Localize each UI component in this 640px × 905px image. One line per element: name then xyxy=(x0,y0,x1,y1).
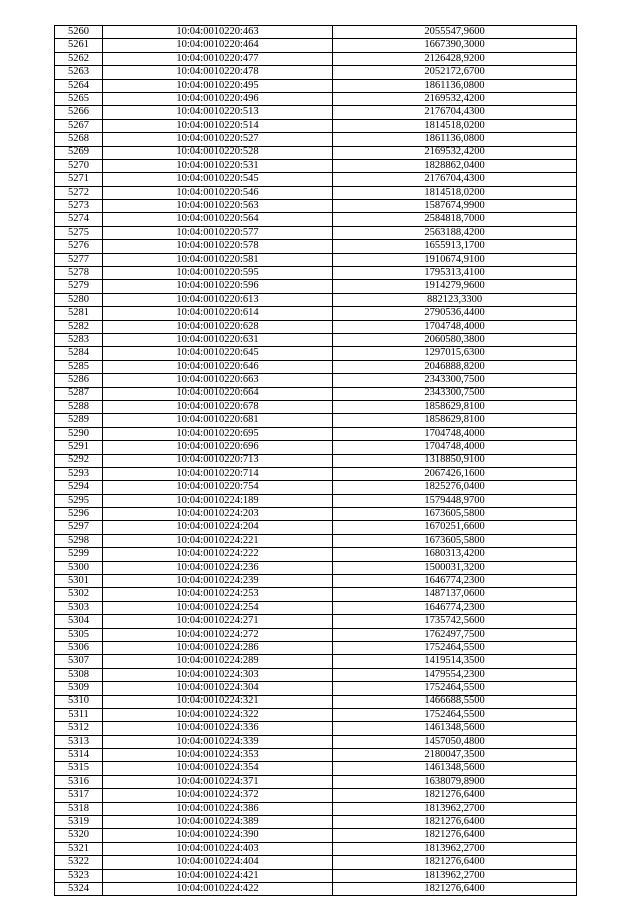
cadastral-value-cell: 2343300,7500 xyxy=(333,374,577,387)
cadastral-value-cell: 1680313,4200 xyxy=(333,548,577,561)
row-number-cell: 5271 xyxy=(55,173,103,186)
row-number-cell: 5305 xyxy=(55,628,103,641)
row-number-cell: 5311 xyxy=(55,708,103,721)
cadastral-value-cell: 1673605,5800 xyxy=(333,534,577,547)
cadastral-value-cell: 1828862,0400 xyxy=(333,159,577,172)
cadastral-number-cell: 10:04:0010220:754 xyxy=(103,481,333,494)
row-number-cell: 5277 xyxy=(55,253,103,266)
row-number-cell: 5288 xyxy=(55,400,103,413)
row-number-cell: 5285 xyxy=(55,360,103,373)
row-number-cell: 5281 xyxy=(55,307,103,320)
table-row xyxy=(55,708,577,721)
row-number-cell: 5261 xyxy=(55,39,103,52)
cadastral-value-cell: 1667390,3000 xyxy=(333,39,577,52)
table-row xyxy=(55,374,577,387)
cadastral-number-cell: 10:04:0010220:695 xyxy=(103,427,333,440)
cadastral-number-cell: 10:04:0010224:272 xyxy=(103,628,333,641)
cadastral-value-table xyxy=(54,25,577,896)
cadastral-number-cell: 10:04:0010224:221 xyxy=(103,534,333,547)
row-number-cell: 5287 xyxy=(55,387,103,400)
row-number-cell: 5307 xyxy=(55,655,103,668)
cadastral-number-cell: 10:04:0010224:353 xyxy=(103,749,333,762)
cadastral-number-cell: 10:04:0010220:663 xyxy=(103,374,333,387)
table-row xyxy=(55,615,577,628)
row-number-cell: 5291 xyxy=(55,441,103,454)
row-number-cell: 5317 xyxy=(55,789,103,802)
row-number-cell: 5283 xyxy=(55,333,103,346)
table-row xyxy=(55,655,577,668)
table-row xyxy=(55,133,577,146)
cadastral-value-cell: 1825276,0400 xyxy=(333,481,577,494)
cadastral-number-cell: 10:04:0010220:628 xyxy=(103,320,333,333)
cadastral-number-cell: 10:04:0010224:304 xyxy=(103,682,333,695)
table-row xyxy=(55,749,577,762)
table-row xyxy=(55,802,577,815)
table-row xyxy=(55,66,577,79)
row-number-cell: 5282 xyxy=(55,320,103,333)
cadastral-number-cell: 10:04:0010220:646 xyxy=(103,360,333,373)
table-row xyxy=(55,481,577,494)
table-row xyxy=(55,26,577,39)
table-row xyxy=(55,333,577,346)
row-number-cell: 5309 xyxy=(55,682,103,695)
cadastral-value-cell: 1461348,5600 xyxy=(333,722,577,735)
cadastral-number-cell: 10:04:0010224:354 xyxy=(103,762,333,775)
cadastral-value-cell: 1735742,5600 xyxy=(333,615,577,628)
row-number-cell: 5280 xyxy=(55,293,103,306)
cadastral-number-cell: 10:04:0010224:421 xyxy=(103,869,333,882)
row-number-cell: 5279 xyxy=(55,280,103,293)
cadastral-value-cell: 1821276,6400 xyxy=(333,816,577,829)
row-number-cell: 5262 xyxy=(55,52,103,65)
table-row xyxy=(55,280,577,293)
cadastral-value-cell: 2563188,4200 xyxy=(333,226,577,239)
row-number-cell: 5292 xyxy=(55,454,103,467)
cadastral-number-cell: 10:04:0010220:514 xyxy=(103,119,333,132)
cadastral-number-cell: 10:04:0010220:614 xyxy=(103,307,333,320)
cadastral-number-cell: 10:04:0010224:336 xyxy=(103,722,333,735)
cadastral-value-cell: 2176704,4300 xyxy=(333,173,577,186)
row-number-cell: 5322 xyxy=(55,856,103,869)
cadastral-value-cell: 1419514,3500 xyxy=(333,655,577,668)
table-row xyxy=(55,253,577,266)
cadastral-number-cell: 10:04:0010224:203 xyxy=(103,508,333,521)
cadastral-value-cell: 1704748,4000 xyxy=(333,427,577,440)
cadastral-value-cell: 1762497,7500 xyxy=(333,628,577,641)
row-number-cell: 5298 xyxy=(55,534,103,547)
cadastral-value-cell: 1297015,6300 xyxy=(333,347,577,360)
table-row xyxy=(55,173,577,186)
cadastral-value-cell: 1813962,2700 xyxy=(333,802,577,815)
cadastral-number-cell: 10:04:0010220:495 xyxy=(103,79,333,92)
cadastral-value-cell: 1914279,9600 xyxy=(333,280,577,293)
row-number-cell: 5260 xyxy=(55,26,103,39)
cadastral-number-cell: 10:04:0010220:664 xyxy=(103,387,333,400)
cadastral-value-cell: 2169532,4200 xyxy=(333,92,577,105)
cadastral-number-cell: 10:04:0010224:339 xyxy=(103,735,333,748)
row-number-cell: 5300 xyxy=(55,561,103,574)
table-row xyxy=(55,695,577,708)
cadastral-number-cell: 10:04:0010220:645 xyxy=(103,347,333,360)
table-row xyxy=(55,722,577,735)
cadastral-value-cell: 1638079,8900 xyxy=(333,775,577,788)
table-row xyxy=(55,146,577,159)
table-row xyxy=(55,561,577,574)
table-row xyxy=(55,601,577,614)
table-row xyxy=(55,307,577,320)
table-row xyxy=(55,789,577,802)
cadastral-number-cell: 10:04:0010220:613 xyxy=(103,293,333,306)
cadastral-number-cell: 10:04:0010224:386 xyxy=(103,802,333,815)
cadastral-value-cell: 1587674,9900 xyxy=(333,200,577,213)
cadastral-number-cell: 10:04:0010224:422 xyxy=(103,883,333,896)
table-row xyxy=(55,508,577,521)
cadastral-value-cell: 1704748,4000 xyxy=(333,320,577,333)
cadastral-value-cell: 2169532,4200 xyxy=(333,146,577,159)
row-number-cell: 5308 xyxy=(55,668,103,681)
cadastral-value-cell: 1487137,0600 xyxy=(333,588,577,601)
table-row xyxy=(55,775,577,788)
cadastral-value-cell: 1457050,4800 xyxy=(333,735,577,748)
table-row xyxy=(55,682,577,695)
cadastral-number-cell: 10:04:0010220:681 xyxy=(103,414,333,427)
row-number-cell: 5272 xyxy=(55,186,103,199)
table-row xyxy=(55,441,577,454)
row-number-cell: 5294 xyxy=(55,481,103,494)
cadastral-value-cell: 2046888,8200 xyxy=(333,360,577,373)
cadastral-value-cell: 1821276,6400 xyxy=(333,789,577,802)
table-row xyxy=(55,320,577,333)
table-row xyxy=(55,293,577,306)
row-number-cell: 5286 xyxy=(55,374,103,387)
row-number-cell: 5268 xyxy=(55,133,103,146)
row-number-cell: 5266 xyxy=(55,106,103,119)
cadastral-number-cell: 10:04:0010224:236 xyxy=(103,561,333,574)
cadastral-value-cell: 1646774,2300 xyxy=(333,575,577,588)
row-number-cell: 5273 xyxy=(55,200,103,213)
row-number-cell: 5275 xyxy=(55,226,103,239)
cadastral-value-cell: 882123,3300 xyxy=(333,293,577,306)
cadastral-value-cell: 1910674,9100 xyxy=(333,253,577,266)
cadastral-value-cell: 1814518,0200 xyxy=(333,119,577,132)
cadastral-number-cell: 10:04:0010220:527 xyxy=(103,133,333,146)
cadastral-value-cell: 1318850,9100 xyxy=(333,454,577,467)
cadastral-number-cell: 10:04:0010224:189 xyxy=(103,494,333,507)
cadastral-number-cell: 10:04:0010220:464 xyxy=(103,39,333,52)
row-number-cell: 5290 xyxy=(55,427,103,440)
table-row xyxy=(55,548,577,561)
row-number-cell: 5303 xyxy=(55,601,103,614)
cadastral-value-cell: 2790536,4400 xyxy=(333,307,577,320)
cadastral-value-cell: 1858629,8100 xyxy=(333,400,577,413)
row-number-cell: 5293 xyxy=(55,467,103,480)
cadastral-value-cell: 1646774,2300 xyxy=(333,601,577,614)
row-number-cell: 5310 xyxy=(55,695,103,708)
table-row xyxy=(55,79,577,92)
cadastral-value-cell: 1579448,9700 xyxy=(333,494,577,507)
cadastral-value-cell: 1655913,1700 xyxy=(333,240,577,253)
cadastral-value-cell: 2055547,9600 xyxy=(333,26,577,39)
cadastral-number-cell: 10:04:0010220:531 xyxy=(103,159,333,172)
table-row xyxy=(55,521,577,534)
row-number-cell: 5320 xyxy=(55,829,103,842)
table-row xyxy=(55,52,577,65)
cadastral-value-cell: 2060580,3800 xyxy=(333,333,577,346)
table-row xyxy=(55,240,577,253)
cadastral-value-cell: 2343300,7500 xyxy=(333,387,577,400)
row-number-cell: 5299 xyxy=(55,548,103,561)
cadastral-number-cell: 10:04:0010224:372 xyxy=(103,789,333,802)
cadastral-value-cell: 1752464,5500 xyxy=(333,641,577,654)
row-number-cell: 5312 xyxy=(55,722,103,735)
table-row xyxy=(55,387,577,400)
table-row xyxy=(55,883,577,896)
cadastral-number-cell: 10:04:0010220:714 xyxy=(103,467,333,480)
cadastral-value-cell: 1821276,6400 xyxy=(333,829,577,842)
table-row xyxy=(55,159,577,172)
row-number-cell: 5296 xyxy=(55,508,103,521)
cadastral-number-cell: 10:04:0010224:389 xyxy=(103,816,333,829)
cadastral-value-cell: 1821276,6400 xyxy=(333,856,577,869)
cadastral-value-cell: 1500031,3200 xyxy=(333,561,577,574)
cadastral-number-cell: 10:04:0010224:253 xyxy=(103,588,333,601)
table-row xyxy=(55,829,577,842)
row-number-cell: 5267 xyxy=(55,119,103,132)
table-row xyxy=(55,92,577,105)
table-row xyxy=(55,400,577,413)
row-number-cell: 5284 xyxy=(55,347,103,360)
cadastral-number-cell: 10:04:0010224:254 xyxy=(103,601,333,614)
cadastral-number-cell: 10:04:0010220:595 xyxy=(103,267,333,280)
row-number-cell: 5304 xyxy=(55,615,103,628)
cadastral-value-cell: 1813962,2700 xyxy=(333,842,577,855)
cadastral-number-cell: 10:04:0010220:578 xyxy=(103,240,333,253)
row-number-cell: 5270 xyxy=(55,159,103,172)
cadastral-value-cell: 1795313,4100 xyxy=(333,267,577,280)
table-row xyxy=(55,347,577,360)
cadastral-value-cell: 2067426,1600 xyxy=(333,467,577,480)
cadastral-value-cell: 1461348,5600 xyxy=(333,762,577,775)
row-number-cell: 5297 xyxy=(55,521,103,534)
table-row xyxy=(55,628,577,641)
table-row xyxy=(55,762,577,775)
cadastral-number-cell: 10:04:0010220:528 xyxy=(103,146,333,159)
table-row xyxy=(55,869,577,882)
table-row xyxy=(55,494,577,507)
cadastral-number-cell: 10:04:0010220:496 xyxy=(103,92,333,105)
row-number-cell: 5319 xyxy=(55,816,103,829)
cadastral-value-cell: 2180047,3500 xyxy=(333,749,577,762)
row-number-cell: 5278 xyxy=(55,267,103,280)
table-row xyxy=(55,735,577,748)
row-number-cell: 5323 xyxy=(55,869,103,882)
table-row xyxy=(55,200,577,213)
cadastral-number-cell: 10:04:0010224:204 xyxy=(103,521,333,534)
table-row xyxy=(55,575,577,588)
cadastral-number-cell: 10:04:0010220:631 xyxy=(103,333,333,346)
cadastral-value-cell: 1479554,2300 xyxy=(333,668,577,681)
cadastral-number-cell: 10:04:0010224:303 xyxy=(103,668,333,681)
cadastral-number-cell: 10:04:0010224:403 xyxy=(103,842,333,855)
row-number-cell: 5306 xyxy=(55,641,103,654)
table-row xyxy=(55,119,577,132)
cadastral-number-cell: 10:04:0010220:546 xyxy=(103,186,333,199)
cadastral-number-cell: 10:04:0010220:478 xyxy=(103,66,333,79)
row-number-cell: 5314 xyxy=(55,749,103,762)
table-row xyxy=(55,427,577,440)
row-number-cell: 5313 xyxy=(55,735,103,748)
cadastral-value-cell: 2176704,4300 xyxy=(333,106,577,119)
cadastral-number-cell: 10:04:0010220:463 xyxy=(103,26,333,39)
table-row xyxy=(55,816,577,829)
cadastral-number-cell: 10:04:0010224:271 xyxy=(103,615,333,628)
row-number-cell: 5265 xyxy=(55,92,103,105)
row-number-cell: 5324 xyxy=(55,883,103,896)
cadastral-number-cell: 10:04:0010220:713 xyxy=(103,454,333,467)
table-row xyxy=(55,842,577,855)
row-number-cell: 5274 xyxy=(55,213,103,226)
cadastral-value-cell: 1858629,8100 xyxy=(333,414,577,427)
row-number-cell: 5289 xyxy=(55,414,103,427)
row-number-cell: 5302 xyxy=(55,588,103,601)
cadastral-number-cell: 10:04:0010220:564 xyxy=(103,213,333,226)
row-number-cell: 5318 xyxy=(55,802,103,815)
table-row xyxy=(55,467,577,480)
cadastral-number-cell: 10:04:0010224:390 xyxy=(103,829,333,842)
row-number-cell: 5321 xyxy=(55,842,103,855)
table-body xyxy=(55,26,577,896)
cadastral-number-cell: 10:04:0010224:371 xyxy=(103,775,333,788)
cadastral-value-cell: 1673605,5800 xyxy=(333,508,577,521)
cadastral-value-cell: 1861136,0800 xyxy=(333,133,577,146)
table-row xyxy=(55,454,577,467)
cadastral-number-cell: 10:04:0010224:239 xyxy=(103,575,333,588)
cadastral-number-cell: 10:04:0010224:322 xyxy=(103,708,333,721)
cadastral-value-cell: 1814518,0200 xyxy=(333,186,577,199)
row-number-cell: 5263 xyxy=(55,66,103,79)
cadastral-number-cell: 10:04:0010220:545 xyxy=(103,173,333,186)
cadastral-number-cell: 10:04:0010224:286 xyxy=(103,641,333,654)
cadastral-value-cell: 1704748,4000 xyxy=(333,441,577,454)
cadastral-number-cell: 10:04:0010220:581 xyxy=(103,253,333,266)
row-number-cell: 5269 xyxy=(55,146,103,159)
cadastral-number-cell: 10:04:0010220:477 xyxy=(103,52,333,65)
table-row xyxy=(55,360,577,373)
table-row xyxy=(55,641,577,654)
table-row xyxy=(55,588,577,601)
cadastral-number-cell: 10:04:0010224:321 xyxy=(103,695,333,708)
table-row xyxy=(55,414,577,427)
cadastral-number-cell: 10:04:0010220:577 xyxy=(103,226,333,239)
cadastral-number-cell: 10:04:0010220:696 xyxy=(103,441,333,454)
cadastral-value-cell: 1752464,5500 xyxy=(333,708,577,721)
table-row xyxy=(55,226,577,239)
cadastral-value-cell: 1752464,5500 xyxy=(333,682,577,695)
cadastral-value-cell: 1813962,2700 xyxy=(333,869,577,882)
cadastral-number-cell: 10:04:0010224:404 xyxy=(103,856,333,869)
cadastral-number-cell: 10:04:0010220:596 xyxy=(103,280,333,293)
table-row xyxy=(55,856,577,869)
cadastral-value-cell: 1466688,5500 xyxy=(333,695,577,708)
cadastral-value-cell: 2584818,7000 xyxy=(333,213,577,226)
row-number-cell: 5316 xyxy=(55,775,103,788)
table-row xyxy=(55,106,577,119)
cadastral-number-cell: 10:04:0010220:563 xyxy=(103,200,333,213)
table-row xyxy=(55,39,577,52)
row-number-cell: 5264 xyxy=(55,79,103,92)
cadastral-value-cell: 2126428,9200 xyxy=(333,52,577,65)
cadastral-number-cell: 10:04:0010224:222 xyxy=(103,548,333,561)
row-number-cell: 5295 xyxy=(55,494,103,507)
cadastral-value-cell: 1821276,6400 xyxy=(333,883,577,896)
cadastral-number-cell: 10:04:0010220:678 xyxy=(103,400,333,413)
cadastral-value-cell: 1861136,0800 xyxy=(333,79,577,92)
cadastral-number-cell: 10:04:0010224:289 xyxy=(103,655,333,668)
cadastral-value-cell: 2052172,6700 xyxy=(333,66,577,79)
row-number-cell: 5315 xyxy=(55,762,103,775)
table-row xyxy=(55,534,577,547)
table-row xyxy=(55,213,577,226)
table-row xyxy=(55,668,577,681)
cadastral-number-cell: 10:04:0010220:513 xyxy=(103,106,333,119)
row-number-cell: 5301 xyxy=(55,575,103,588)
row-number-cell: 5276 xyxy=(55,240,103,253)
table-row xyxy=(55,267,577,280)
cadastral-value-cell: 1670251,6600 xyxy=(333,521,577,534)
table-row xyxy=(55,186,577,199)
